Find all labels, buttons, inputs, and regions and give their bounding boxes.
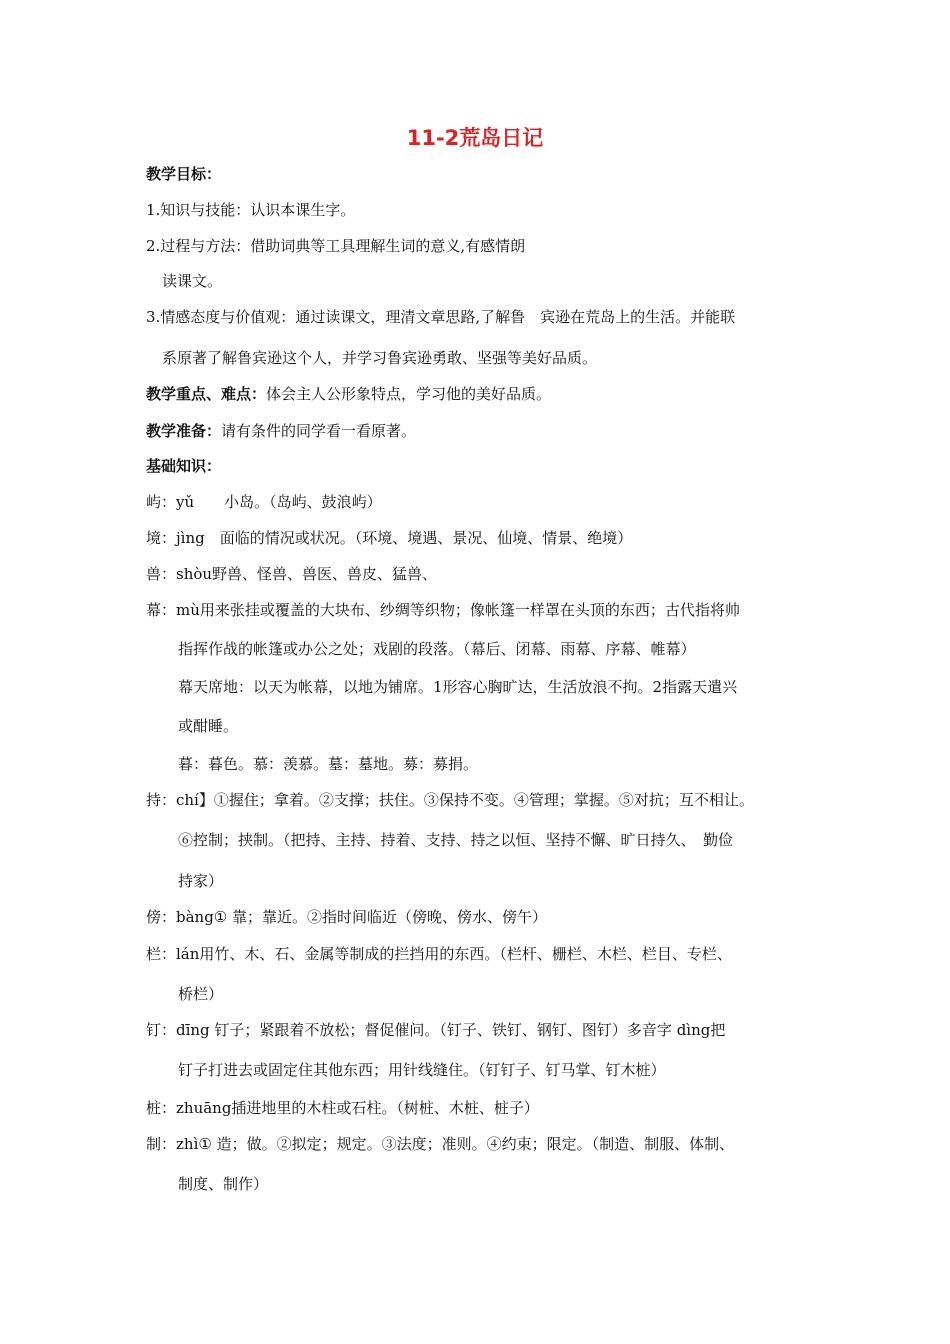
- key-points-label: 教学重点、难点：: [146, 385, 267, 403]
- entry-line: 钉子打进去或固定住其他东西；用针线缝住。（钉钉子、钉马掌、钉木桩）: [178, 1061, 666, 1079]
- entry-line: 暮：暮色。慕：羡慕。墓：墓地。募：募捐。: [178, 755, 479, 773]
- entry-line: 幕天席地：以天为帐幕，以地为铺席。1形容心胸旷达，生活放浪不拘。2指露天遣兴: [178, 678, 738, 696]
- preparation-text: 请有条件的同学看一看原著。: [221, 422, 417, 440]
- entry-line: 制：zhì① 造；做。②拟定；规定。③法度；准则。④约束；限定。（制造、制服、体制、: [146, 1135, 735, 1153]
- entry-line: ⑥控制；挟制。（把持、主持、持着、支持、持之以恒、坚持不懈、旷日持久、 勤俭: [178, 831, 734, 849]
- preparation: [146, 420, 416, 442]
- entry-line: 桩：zhuāng插进地里的木柱或石柱。（树桩、木桩、桩子）: [146, 1099, 539, 1117]
- objective-3-line-1: 3.情感态度与价值观：通过读课文，理清文章思路,了解鲁 宾逊在荒岛上的生活。并能联: [146, 308, 736, 326]
- objective-3-line-2: 系原著了解鲁宾逊这个人，并学习鲁宾逊勇敢、坚强等美好品质。: [162, 349, 598, 367]
- objectives-heading: 教学目标：: [146, 165, 222, 183]
- entry-line: 兽：shòu野兽、怪兽、兽医、兽皮、猛兽、: [146, 565, 438, 583]
- entry-line: 持：chí】①握住；拿着。②支撑；扶住。③保持不变。④管理；掌握。⑤对抗；互不相让。: [146, 791, 754, 809]
- objective-1: 1.知识与技能：认识本课生字。: [146, 201, 356, 219]
- entry-line: 持家）: [178, 872, 224, 890]
- entry-line: 屿：yǔ 小岛。（岛屿、鼓浪屿）: [146, 493, 382, 511]
- preparation-label: 教学准备：: [146, 422, 222, 440]
- entry-line: 栏：lán用竹、木、石、金属等制成的拦挡用的东西。（栏杆、栅栏、木栏、栏目、专栏、: [146, 945, 732, 963]
- key-points-text: 体会主人公形象特点，学习他的美好品质。: [266, 385, 552, 403]
- key-points: [146, 383, 551, 405]
- entry-line: 桥栏）: [178, 985, 224, 1003]
- entry-line: 指挥作战的帐篷或办公之处；戏剧的段落。（幕后、闭幕、雨幕、序幕、帷幕）: [178, 640, 696, 658]
- entry-line: 或酣睡。: [178, 717, 239, 735]
- entry-line: 傍：bàng① 靠；靠近。②指时间临近（傍晚、傍水、傍午）: [146, 908, 548, 926]
- objective-2-line-2: 读课文。: [162, 272, 223, 290]
- entry-line: 幕：mù用来张挂或覆盖的大块布、纱绸等织物；像帐篷一样罩在头顶的东西；古代指将帅: [146, 601, 740, 619]
- entry-line: 钉：dīng 钉子；紧跟着不放松；督促催问。（钉子、铁钉、钢钉、图钉）多音字 dìng把: [146, 1021, 726, 1039]
- entry-line: 境：jìng 面临的情况或状况。（环境、境遇、景况、仙境、情景、绝境）: [146, 529, 633, 547]
- basics-heading: 基础知识：: [146, 457, 222, 475]
- entry-line: 制度、制作）: [178, 1175, 269, 1193]
- objective-2-line-1: 2.过程与方法：借助词典等工具理解生词的意义,有感情朗: [146, 237, 526, 255]
- document-title: 11-2荒岛日记: [406, 126, 544, 150]
